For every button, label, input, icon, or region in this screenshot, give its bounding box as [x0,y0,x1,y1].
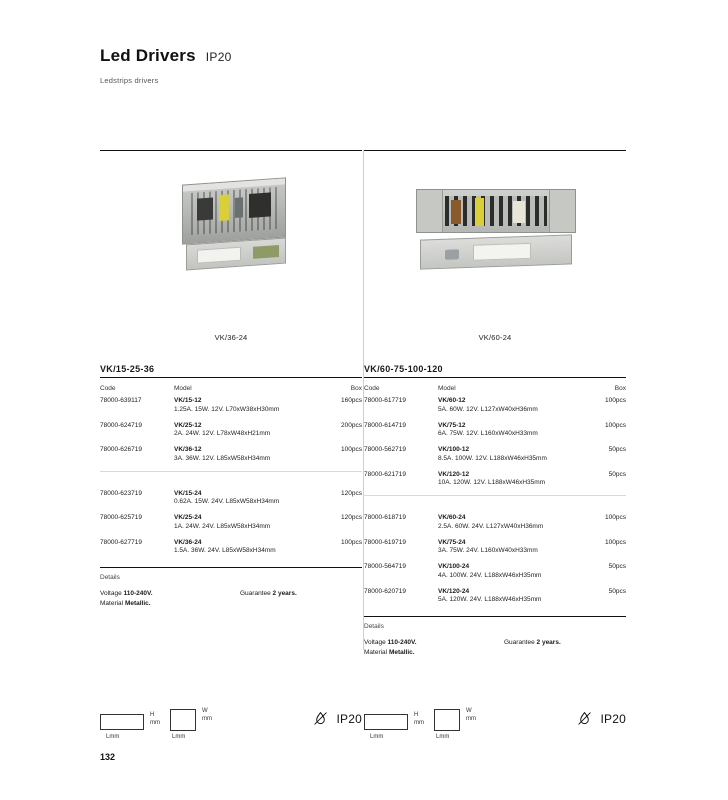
model-desc: 2.5A. 60W. 24V. L127xW40xH36mm [438,522,544,530]
square-length-label: Lmm [436,734,450,740]
product-image-left [100,153,362,331]
cell-model [438,422,586,447]
model-name: VK/75-12 [438,421,466,429]
cell-code: 78000-639117 [100,397,142,404]
cell-code: 78000-562719 [364,446,406,453]
specs-table-right [364,385,626,612]
product-image-caption: VK/60-24 [478,333,512,342]
legend-right [364,700,626,756]
voltage-line [100,589,240,599]
cell-model [174,490,322,515]
page-header [100,46,630,85]
model-name: VK/60-24 [438,514,466,521]
model-desc: 8.5A. 100W. 12V. L188xW46xH35mm [438,454,547,462]
cell-model [438,514,586,539]
table-row [100,490,362,515]
guarantee-value: 2 years. [536,639,561,646]
table-row [364,397,626,422]
table-row [100,397,362,422]
cell-model [438,471,586,496]
width-label: W mm [466,708,476,722]
no-water-drop-icon [312,710,329,727]
table-row [364,422,626,447]
details-body [364,638,626,658]
page-subtitle: Ledstrips drivers [100,76,159,85]
header-model: Model [174,385,192,392]
material-label: Material [100,600,124,608]
cell-code: 78000-621719 [364,470,406,478]
cell-model [174,422,322,447]
cell-box: 50pcs [608,587,626,595]
legend-left [100,700,362,756]
details-section-right [364,616,626,658]
table-row [364,588,626,613]
group-separator [100,471,362,490]
material-line [100,599,240,609]
details-specs [364,638,504,658]
ip-label: IP20 [336,711,362,726]
table-row [364,471,626,496]
model-desc: 1A. 24W. 24V. L85xW58xH34mm [174,522,271,530]
model-desc: 1.25A. 15W. 12V. L70xW38xH30mm [174,405,280,413]
header-box: Box [350,385,362,392]
cell-box: 50pcs [608,563,626,570]
cell-box: 100pcs [605,397,626,404]
material-value: Metallic. [124,600,151,608]
model-name: VK/25-12 [174,421,202,429]
column-rule [364,150,626,151]
model-name: VK/36-12 [174,446,202,453]
cell-box: 160pcs [341,397,362,404]
ip-rating [312,710,363,727]
model-name: VK/25-24 [174,514,202,521]
cell-code: 78000-618719 [364,514,406,521]
model-name: VK/15-12 [174,397,202,404]
width-diagram-icon [434,709,460,731]
psu-illustration-bottom [186,238,286,271]
square-length-label: Lmm [172,734,186,740]
model-desc: 5A. 120W. 24V. L188xW46xH35mm [438,596,542,603]
length-diagram-icon [100,714,144,730]
model-name: VK/100-12 [438,446,470,453]
group-separator [364,495,626,514]
cell-code: 78000-627719 [100,538,142,546]
product-family-heading: VK/60-75-100-120 [364,364,626,378]
cell-box: 120pcs [341,489,362,497]
model-name: VK/15-24 [174,489,202,497]
cell-model [438,563,586,588]
cell-box: 100pcs [341,446,362,453]
guarantee-label: Guarantee [240,590,271,597]
model-desc: 1.5A. 36W. 24V. L85xW58xH34mm [174,547,276,554]
cell-code: 78000-614719 [364,421,406,429]
title-row [100,46,630,66]
model-name: VK/120-24 [438,587,470,595]
model-desc: 3A. 36W. 12V. L85xW58xH34mm [174,454,271,462]
details-title: Details [364,623,384,630]
model-desc: 6A. 75W. 12V. L160xW40xH33mm [438,430,538,437]
voltage-label: Voltage [364,639,386,646]
height-label: H mm [414,712,424,726]
cell-model [438,588,586,613]
material-value: Metallic. [388,649,415,657]
product-image-right [364,153,626,331]
voltage-value: 110-240V. [387,639,417,646]
length-label: Lmm [370,734,384,740]
width-diagram-icon [170,709,196,731]
page-title-suffix: IP20 [205,50,232,64]
model-desc: 0.62A. 15W. 24V. L85xW58xH34mm [174,498,280,505]
cell-box: 100pcs [605,421,626,429]
product-column-left [100,150,362,609]
model-name: VK/120-12 [438,470,470,478]
header-model: Model [438,385,456,392]
specs-table-left [100,385,362,563]
cell-box: 120pcs [341,514,362,521]
material-line [364,648,504,658]
guarantee-label: Guarantee [504,639,535,646]
height-label: H mm [150,712,160,726]
length-diagram-icon [364,714,408,730]
material-label: Material [364,649,388,657]
cell-code: 78000-617719 [364,397,406,404]
psu-illustration-bottom [420,234,572,269]
voltage-line [364,638,504,648]
model-name: VK/75-24 [438,538,466,546]
cell-model [174,539,322,564]
table-row [364,563,626,588]
details-guarantee [240,589,362,609]
cell-box: 200pcs [341,421,362,429]
cell-box: 50pcs [608,446,626,453]
cell-model [438,539,586,564]
table-row [100,422,362,447]
product-family-heading: VK/15-25-36 [100,364,362,378]
table-header-row [100,385,362,397]
table-row [364,514,626,539]
cell-box: 100pcs [605,538,626,546]
model-name: VK/60-12 [438,397,466,404]
page-title: Led Drivers [100,46,196,65]
page-number: 132 [100,752,116,762]
cell-code: 78000-619719 [364,538,406,546]
table-row [364,446,626,471]
table-row [364,539,626,564]
model-desc: 10A. 120W. 12V. L188xW46xH35mm [438,479,546,486]
details-specs [100,589,240,609]
no-water-drop-icon [576,710,593,727]
length-label: Lmm [106,734,120,740]
psu-illustration-top [182,177,286,244]
ip-label: IP20 [600,711,626,726]
details-title: Details [100,574,120,581]
table-row [100,539,362,564]
table-header-row [364,385,626,397]
model-desc: 2A. 24W. 12V. L78xW48xH21mm [174,430,271,437]
cell-model [174,397,322,422]
cell-code: 78000-624719 [100,421,142,429]
product-column-right [364,150,626,658]
header-code: Code [364,385,380,392]
model-name: VK/36-24 [174,538,202,546]
cell-code: 78000-564719 [364,563,406,570]
details-section-left [100,567,362,609]
ip-rating [576,710,627,727]
cell-model [174,446,322,471]
product-image-caption: VK/36-24 [214,333,248,342]
details-guarantee [504,638,626,658]
table-row [100,446,362,471]
cell-box: 100pcs [605,514,626,521]
cell-model [438,446,586,471]
cell-model [438,397,586,422]
voltage-value: 110-240V. [123,590,153,597]
width-label: W mm [202,708,212,722]
details-body [100,589,362,609]
model-name: VK/100-24 [438,563,470,570]
psu-illustration-top [416,189,576,233]
cell-model [174,514,322,539]
column-rule [100,150,362,151]
guarantee-value: 2 years. [272,590,297,597]
cell-code: 78000-620719 [364,587,406,595]
cell-box: 50pcs [608,470,626,478]
header-code: Code [100,385,116,392]
cell-code: 78000-625719 [100,514,142,521]
model-desc: 4A. 100W. 24V. L188xW46xH35mm [438,571,542,579]
table-row [100,514,362,539]
header-box: Box [614,385,626,392]
model-desc: 3A. 75W. 24V. L160xW40xH33mm [438,547,538,554]
cell-code: 78000-623719 [100,489,142,497]
voltage-label: Voltage [100,590,122,597]
model-desc: 5A. 60W. 12V. L127xW40xH36mm [438,405,538,413]
cell-code: 78000-626719 [100,446,142,453]
cell-box: 100pcs [341,538,362,546]
